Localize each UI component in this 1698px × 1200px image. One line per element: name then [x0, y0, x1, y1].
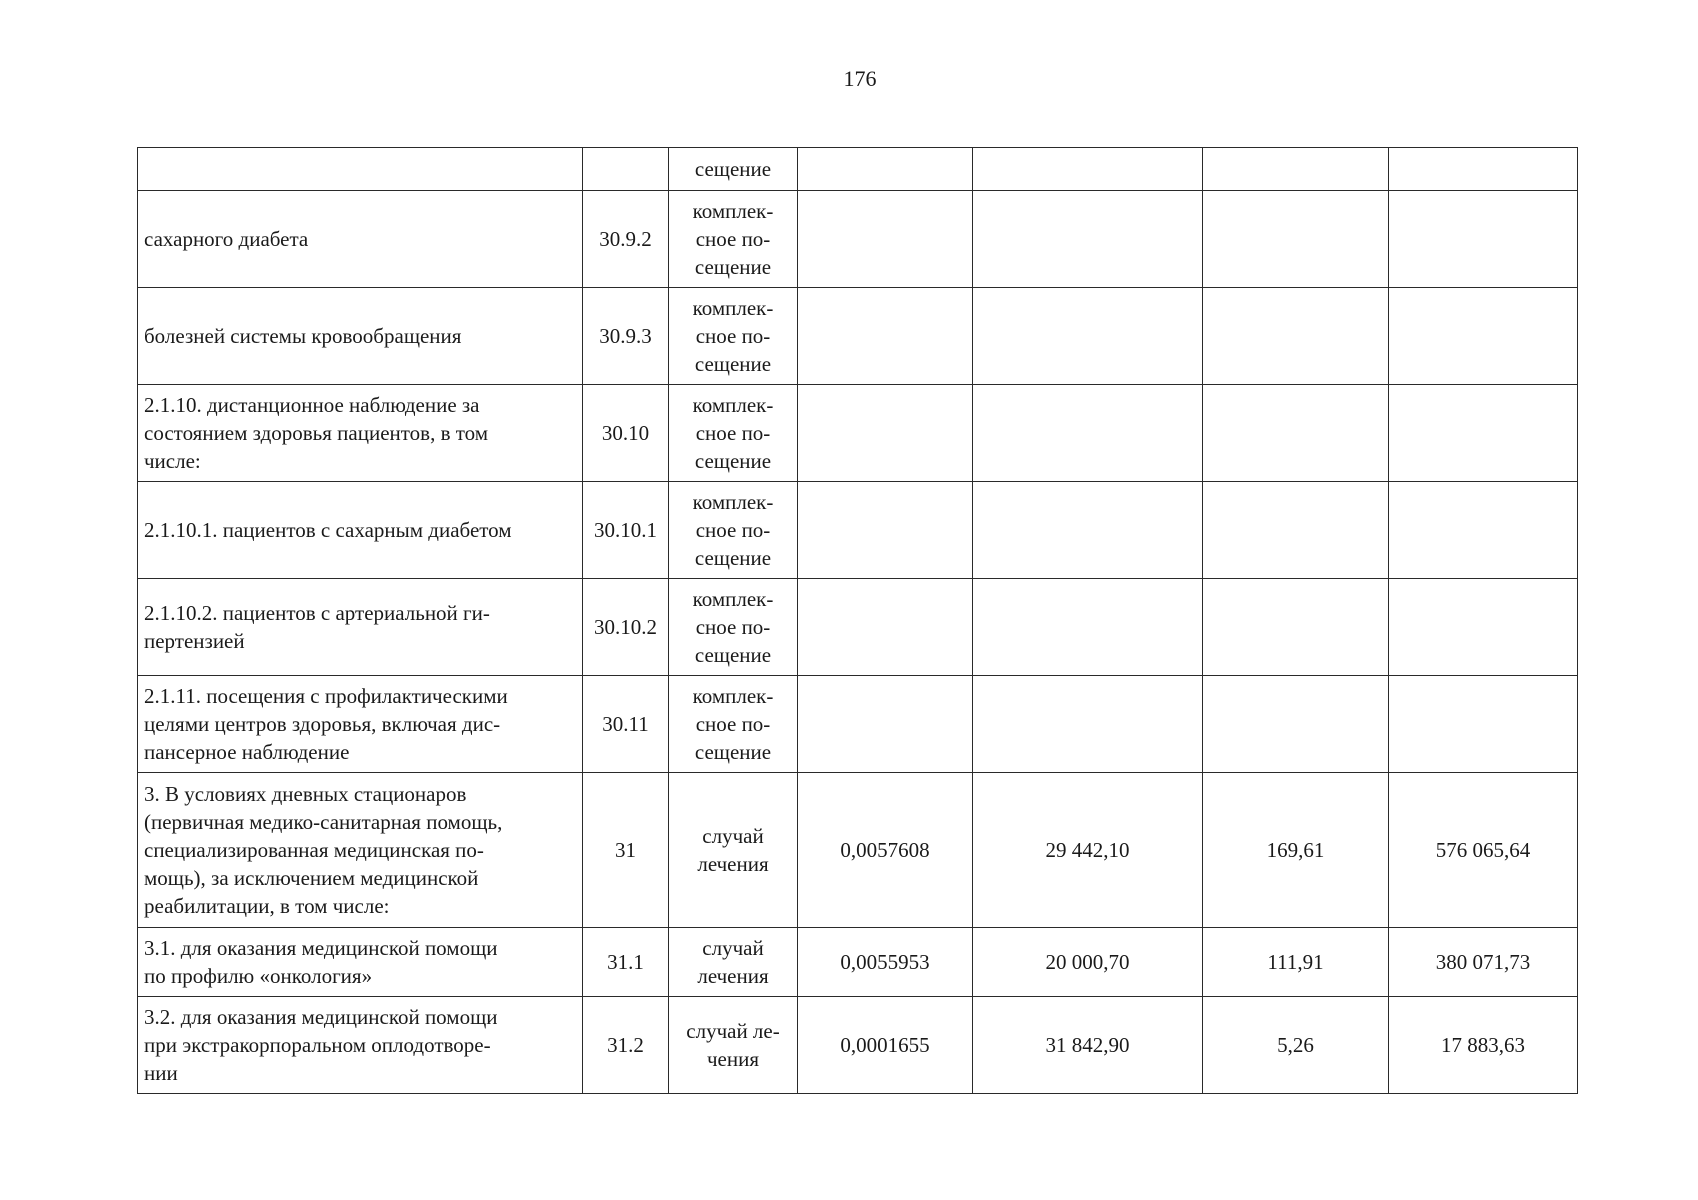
row-cost-cell	[973, 928, 1203, 997]
row-norm-cell-text: 0,0057608	[840, 838, 930, 862]
row-unit-cell	[669, 676, 798, 773]
row-per-capita-cell	[1203, 997, 1389, 1094]
row-name-cell-text: 2.1.11. посещения с профилактическими целями центров здоровья, включая дис- пансерное наблюдение	[144, 684, 508, 764]
row-norm-cell	[798, 148, 973, 191]
table-row	[138, 191, 1578, 288]
table-row	[138, 676, 1578, 773]
row-name-cell-text: 3. В условиях дневных стационаров (первичная медико-санитарная помощь, специализированная медицинская по- мощь), за исключением медицинской реабилитации, в том числе:	[144, 782, 503, 918]
row-name-cell-text: 3.2. для оказания медицинской помощи при экстракорпоральном оплодотворе- нии	[144, 1005, 498, 1085]
row-norm-cell	[798, 482, 973, 579]
row-cost-cell-text: 20 000,70	[1045, 950, 1130, 974]
row-code-cell-text: 31	[615, 838, 636, 862]
row-per-capita-cell	[1203, 482, 1389, 579]
table-row	[138, 482, 1578, 579]
row-per-capita-cell	[1203, 385, 1389, 482]
row-name-cell	[138, 773, 583, 928]
row-unit-cell-text: сещение	[694, 157, 772, 181]
row-cost-cell	[973, 676, 1203, 773]
row-unit-cell-text: комплек- сное по- сещение	[692, 199, 774, 279]
row-code-cell	[583, 773, 669, 928]
row-name-cell	[138, 997, 583, 1094]
row-code-cell	[583, 191, 669, 288]
row-name-cell-text: 2.1.10.2. пациентов с артериальной ги- пертензией	[144, 601, 490, 653]
row-per-capita-cell	[1203, 288, 1389, 385]
page-number: 176	[843, 66, 877, 91]
row-norm-cell	[798, 773, 973, 928]
row-norm-cell-text: 0,0001655	[840, 1033, 930, 1057]
row-unit-cell	[669, 997, 798, 1094]
row-cost-cell-text: 29 442,10	[1045, 838, 1130, 862]
row-code-cell-text: 31.1	[607, 950, 644, 974]
row-norm-cell	[798, 385, 973, 482]
row-norm-cell	[798, 191, 973, 288]
row-name-cell	[138, 482, 583, 579]
table-row	[138, 997, 1578, 1094]
row-name-cell	[138, 288, 583, 385]
row-per-capita-cell	[1203, 928, 1389, 997]
table-body	[138, 148, 1578, 1094]
row-name-cell	[138, 148, 583, 191]
row-total-cell	[1389, 288, 1578, 385]
row-cost-cell	[973, 191, 1203, 288]
row-total-cell	[1389, 928, 1578, 997]
row-total-cell-text: 17 883,63	[1441, 1033, 1525, 1057]
row-cost-cell	[973, 773, 1203, 928]
row-unit-cell	[669, 148, 798, 191]
row-code-cell	[583, 288, 669, 385]
row-total-cell	[1389, 148, 1578, 191]
row-name-cell	[138, 676, 583, 773]
row-name-cell	[138, 928, 583, 997]
row-unit-cell	[669, 928, 798, 997]
row-name-cell-text: 3.1. для оказания медицинской помощи по профилю «онкология»	[144, 936, 498, 988]
row-cost-cell	[973, 482, 1203, 579]
row-unit-cell	[669, 773, 798, 928]
row-unit-cell-text: случай лечения	[697, 936, 769, 988]
row-unit-cell-text: комплек- сное по- сещение	[692, 490, 774, 570]
row-name-cell-text: 2.1.10.1. пациентов с сахарным диабетом	[144, 518, 512, 542]
row-cost-cell	[973, 288, 1203, 385]
row-per-capita-cell-text: 5,26	[1277, 1033, 1314, 1057]
row-per-capita-cell-text: 111,91	[1267, 950, 1324, 974]
row-code-cell	[583, 676, 669, 773]
row-norm-cell	[798, 997, 973, 1094]
row-code-cell-text: 30.10	[601, 421, 650, 445]
row-code-cell	[583, 385, 669, 482]
row-code-cell	[583, 482, 669, 579]
row-code-cell-text: 30.11	[602, 712, 649, 736]
row-code-cell-text: 30.10.1	[594, 518, 657, 542]
row-per-capita-cell	[1203, 579, 1389, 676]
table-row	[138, 288, 1578, 385]
row-unit-cell	[669, 191, 798, 288]
row-name-cell	[138, 579, 583, 676]
row-code-cell	[583, 928, 669, 997]
row-total-cell-text: 380 071,73	[1435, 950, 1531, 974]
row-cost-cell-text: 31 842,90	[1045, 1033, 1130, 1057]
row-norm-cell-text: 0,0055953	[840, 950, 930, 974]
row-unit-cell-text: случай лечения	[697, 824, 769, 876]
row-code-cell	[583, 997, 669, 1094]
row-unit-cell	[669, 385, 798, 482]
table-row	[138, 579, 1578, 676]
row-unit-cell	[669, 482, 798, 579]
tariff-table	[137, 147, 1578, 1094]
row-code-cell-text: 30.9.3	[599, 324, 652, 348]
row-cost-cell	[973, 148, 1203, 191]
table-row	[138, 773, 1578, 928]
row-unit-cell-text: комплек- сное по- сещение	[692, 296, 774, 376]
row-unit-cell-text: комплек- сное по- сещение	[692, 587, 774, 667]
row-total-cell	[1389, 482, 1578, 579]
row-per-capita-cell-text: 169,61	[1266, 838, 1325, 862]
row-unit-cell-text: комплек- сное по- сещение	[692, 684, 774, 764]
row-cost-cell	[973, 997, 1203, 1094]
row-unit-cell-text: случай ле- чения	[686, 1019, 780, 1071]
row-total-cell	[1389, 191, 1578, 288]
row-unit-cell	[669, 579, 798, 676]
row-total-cell	[1389, 579, 1578, 676]
row-cost-cell	[973, 385, 1203, 482]
row-norm-cell	[798, 288, 973, 385]
row-code-cell-text: 30.9.2	[599, 227, 652, 251]
row-per-capita-cell	[1203, 773, 1389, 928]
row-norm-cell	[798, 579, 973, 676]
row-total-cell	[1389, 676, 1578, 773]
row-per-capita-cell	[1203, 191, 1389, 288]
row-total-cell-text: 576 065,64	[1435, 838, 1531, 862]
table-row	[138, 148, 1578, 191]
row-norm-cell	[798, 928, 973, 997]
row-per-capita-cell	[1203, 676, 1389, 773]
row-name-cell	[138, 191, 583, 288]
row-unit-cell	[669, 288, 798, 385]
row-name-cell-text: болезней системы кровообращения	[144, 324, 462, 348]
row-total-cell	[1389, 773, 1578, 928]
row-unit-cell-text: комплек- сное по- сещение	[692, 393, 774, 473]
row-total-cell	[1389, 385, 1578, 482]
row-per-capita-cell	[1203, 148, 1389, 191]
row-total-cell	[1389, 997, 1578, 1094]
table-row	[138, 385, 1578, 482]
row-name-cell-text: 2.1.10. дистанционное наблюдение за состоянием здоровья пациентов, в том числе:	[144, 393, 489, 473]
row-name-cell	[138, 385, 583, 482]
row-name-cell-text: сахарного диабета	[144, 227, 309, 251]
row-code-cell-text: 30.10.2	[594, 615, 657, 639]
row-code-cell-text: 31.2	[607, 1033, 644, 1057]
row-norm-cell	[798, 676, 973, 773]
row-cost-cell	[973, 579, 1203, 676]
row-code-cell	[583, 148, 669, 191]
row-code-cell	[583, 579, 669, 676]
table-row	[138, 928, 1578, 997]
